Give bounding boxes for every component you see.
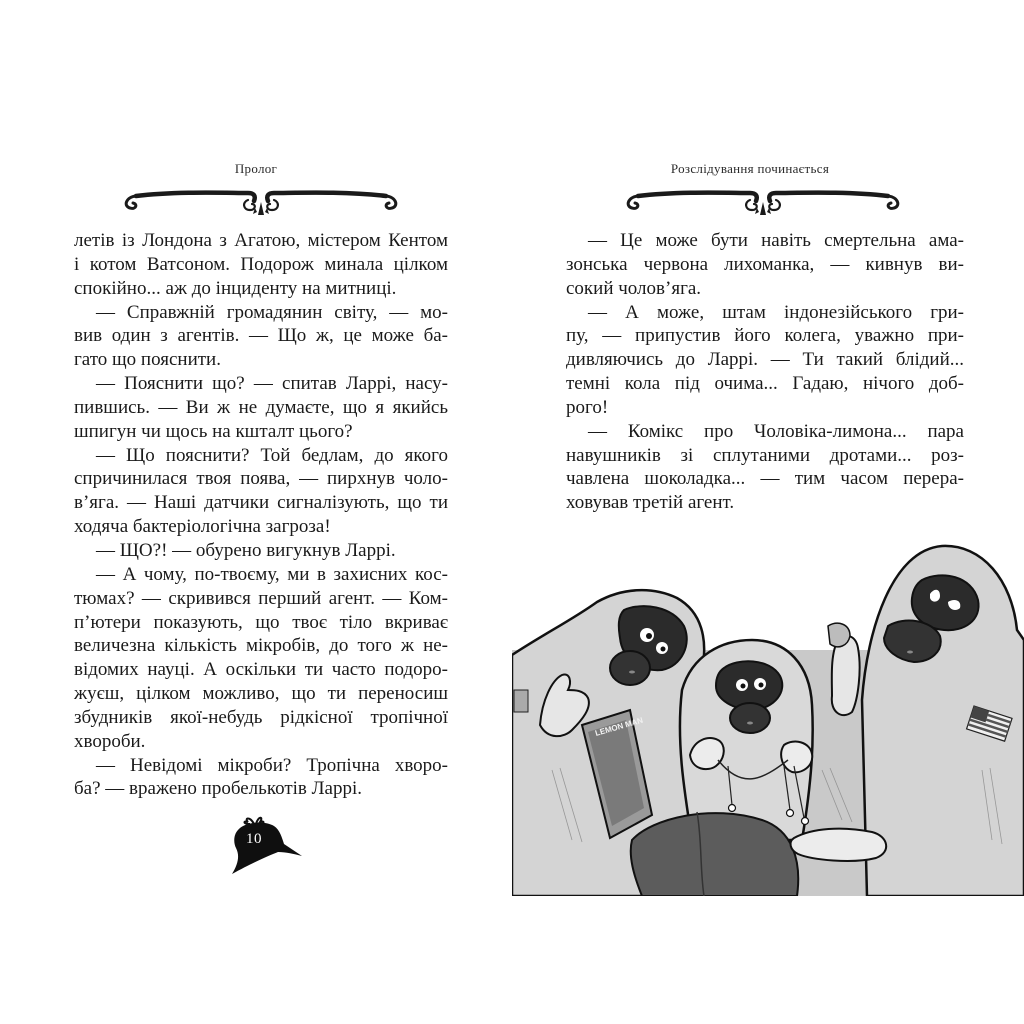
text-line: тюмах? — скривився перший агент. — Ком- xyxy=(74,587,448,609)
text-line: навушників зі сплутаними дротами... роз- xyxy=(566,444,964,466)
right-page-body-text xyxy=(566,229,964,515)
text-line: відомих науці. А оскільки ти часто подоро- xyxy=(74,659,448,681)
left-page-body-text xyxy=(74,229,448,801)
text-line: жуєш, цілком можливо, що ти переносиш xyxy=(74,683,448,705)
text-line: зонська червона лихоманка, — кивнув ви- xyxy=(566,253,964,275)
text-line: ходяча бактеріологічна загроза! xyxy=(74,516,331,538)
text-line: вив один з агентів. — Що ж, це може ба- xyxy=(74,325,448,347)
text-line: рого! xyxy=(566,396,609,418)
text-line: хвороби. xyxy=(74,730,146,752)
text-line: — ЩО?! — обурено вигукнув Ларрі. xyxy=(96,539,396,561)
text-line: величезна кількість мікробів, до того ж не- xyxy=(74,635,448,657)
text-line: пу, — припустив його колега, уважно при- xyxy=(566,325,964,347)
text-line: гато що пояснити. xyxy=(74,349,221,371)
text-line: — А чому, по-твоєму, ми в захисних кос- xyxy=(96,563,448,585)
text-line: і котом Ватсоном. Подорож минала цілком xyxy=(74,253,448,275)
running-head-left: Пролог xyxy=(234,161,278,176)
page-number-badge xyxy=(224,812,304,878)
text-line: — Це може бути навіть смертельна ама- xyxy=(588,230,964,251)
text-line: темні кола під очима... Гадаю, нічого доб- xyxy=(566,373,964,395)
hazmat-agents-illustration xyxy=(512,540,1024,896)
right-page xyxy=(512,0,1024,1024)
text-line: в’яга. — Наші датчики сигналізують, що ти xyxy=(74,492,448,514)
text-line: летів із Лондона з Агатою, містером Кентом xyxy=(74,230,448,251)
svg-text:LEMON MAN: LEMON MAN xyxy=(594,715,644,738)
text-line: дивляючись до Ларрі. — Ти такий блідий... xyxy=(566,349,964,371)
text-line: п’ютери показують, що твоє тіло вкриває xyxy=(74,611,448,633)
text-line: збудників якої-небудь рідкісної тропічної xyxy=(74,706,448,728)
text-line: — Невідомі мікроби? Тропічна хворо- xyxy=(96,754,448,776)
text-line: ховував третій агент. xyxy=(566,492,735,514)
text-line: спокійно... аж до інциденту на митниці. xyxy=(74,277,397,299)
page-number: 10 xyxy=(246,831,262,847)
text-line: — Справжній громадянин світу, — мо- xyxy=(96,301,448,323)
text-line: — А може, штам індонезійського гри- xyxy=(588,301,964,323)
ornament-divider-icon xyxy=(618,184,908,218)
text-line: ба? — вражено пробелькотів Ларрі. xyxy=(74,778,362,800)
hazmat-agents-drawing-icon xyxy=(512,540,1024,896)
text-line: спричинилася твоя поява, — пирхнув чоло- xyxy=(74,468,448,490)
text-line: пившись. — Ви ж не думаєте, що я якийсь xyxy=(74,396,448,418)
text-line: — Комікс про Чоловіка-лимона... пара xyxy=(588,420,964,442)
text-line: чавлена шоколадка... — тим часом перера- xyxy=(566,468,964,490)
text-line: шпигун чи щось на кшталт цього? xyxy=(74,420,353,442)
running-head-right: Розслідування починається xyxy=(670,161,830,176)
text-line: — Що пояснити? Той бедлам, до якого xyxy=(96,444,448,466)
text-line: сокий чолов’яга. xyxy=(566,277,702,299)
ornament-divider-icon xyxy=(118,184,404,218)
text-line: — Пояснити що? — спитав Ларрі, насу- xyxy=(96,373,448,395)
